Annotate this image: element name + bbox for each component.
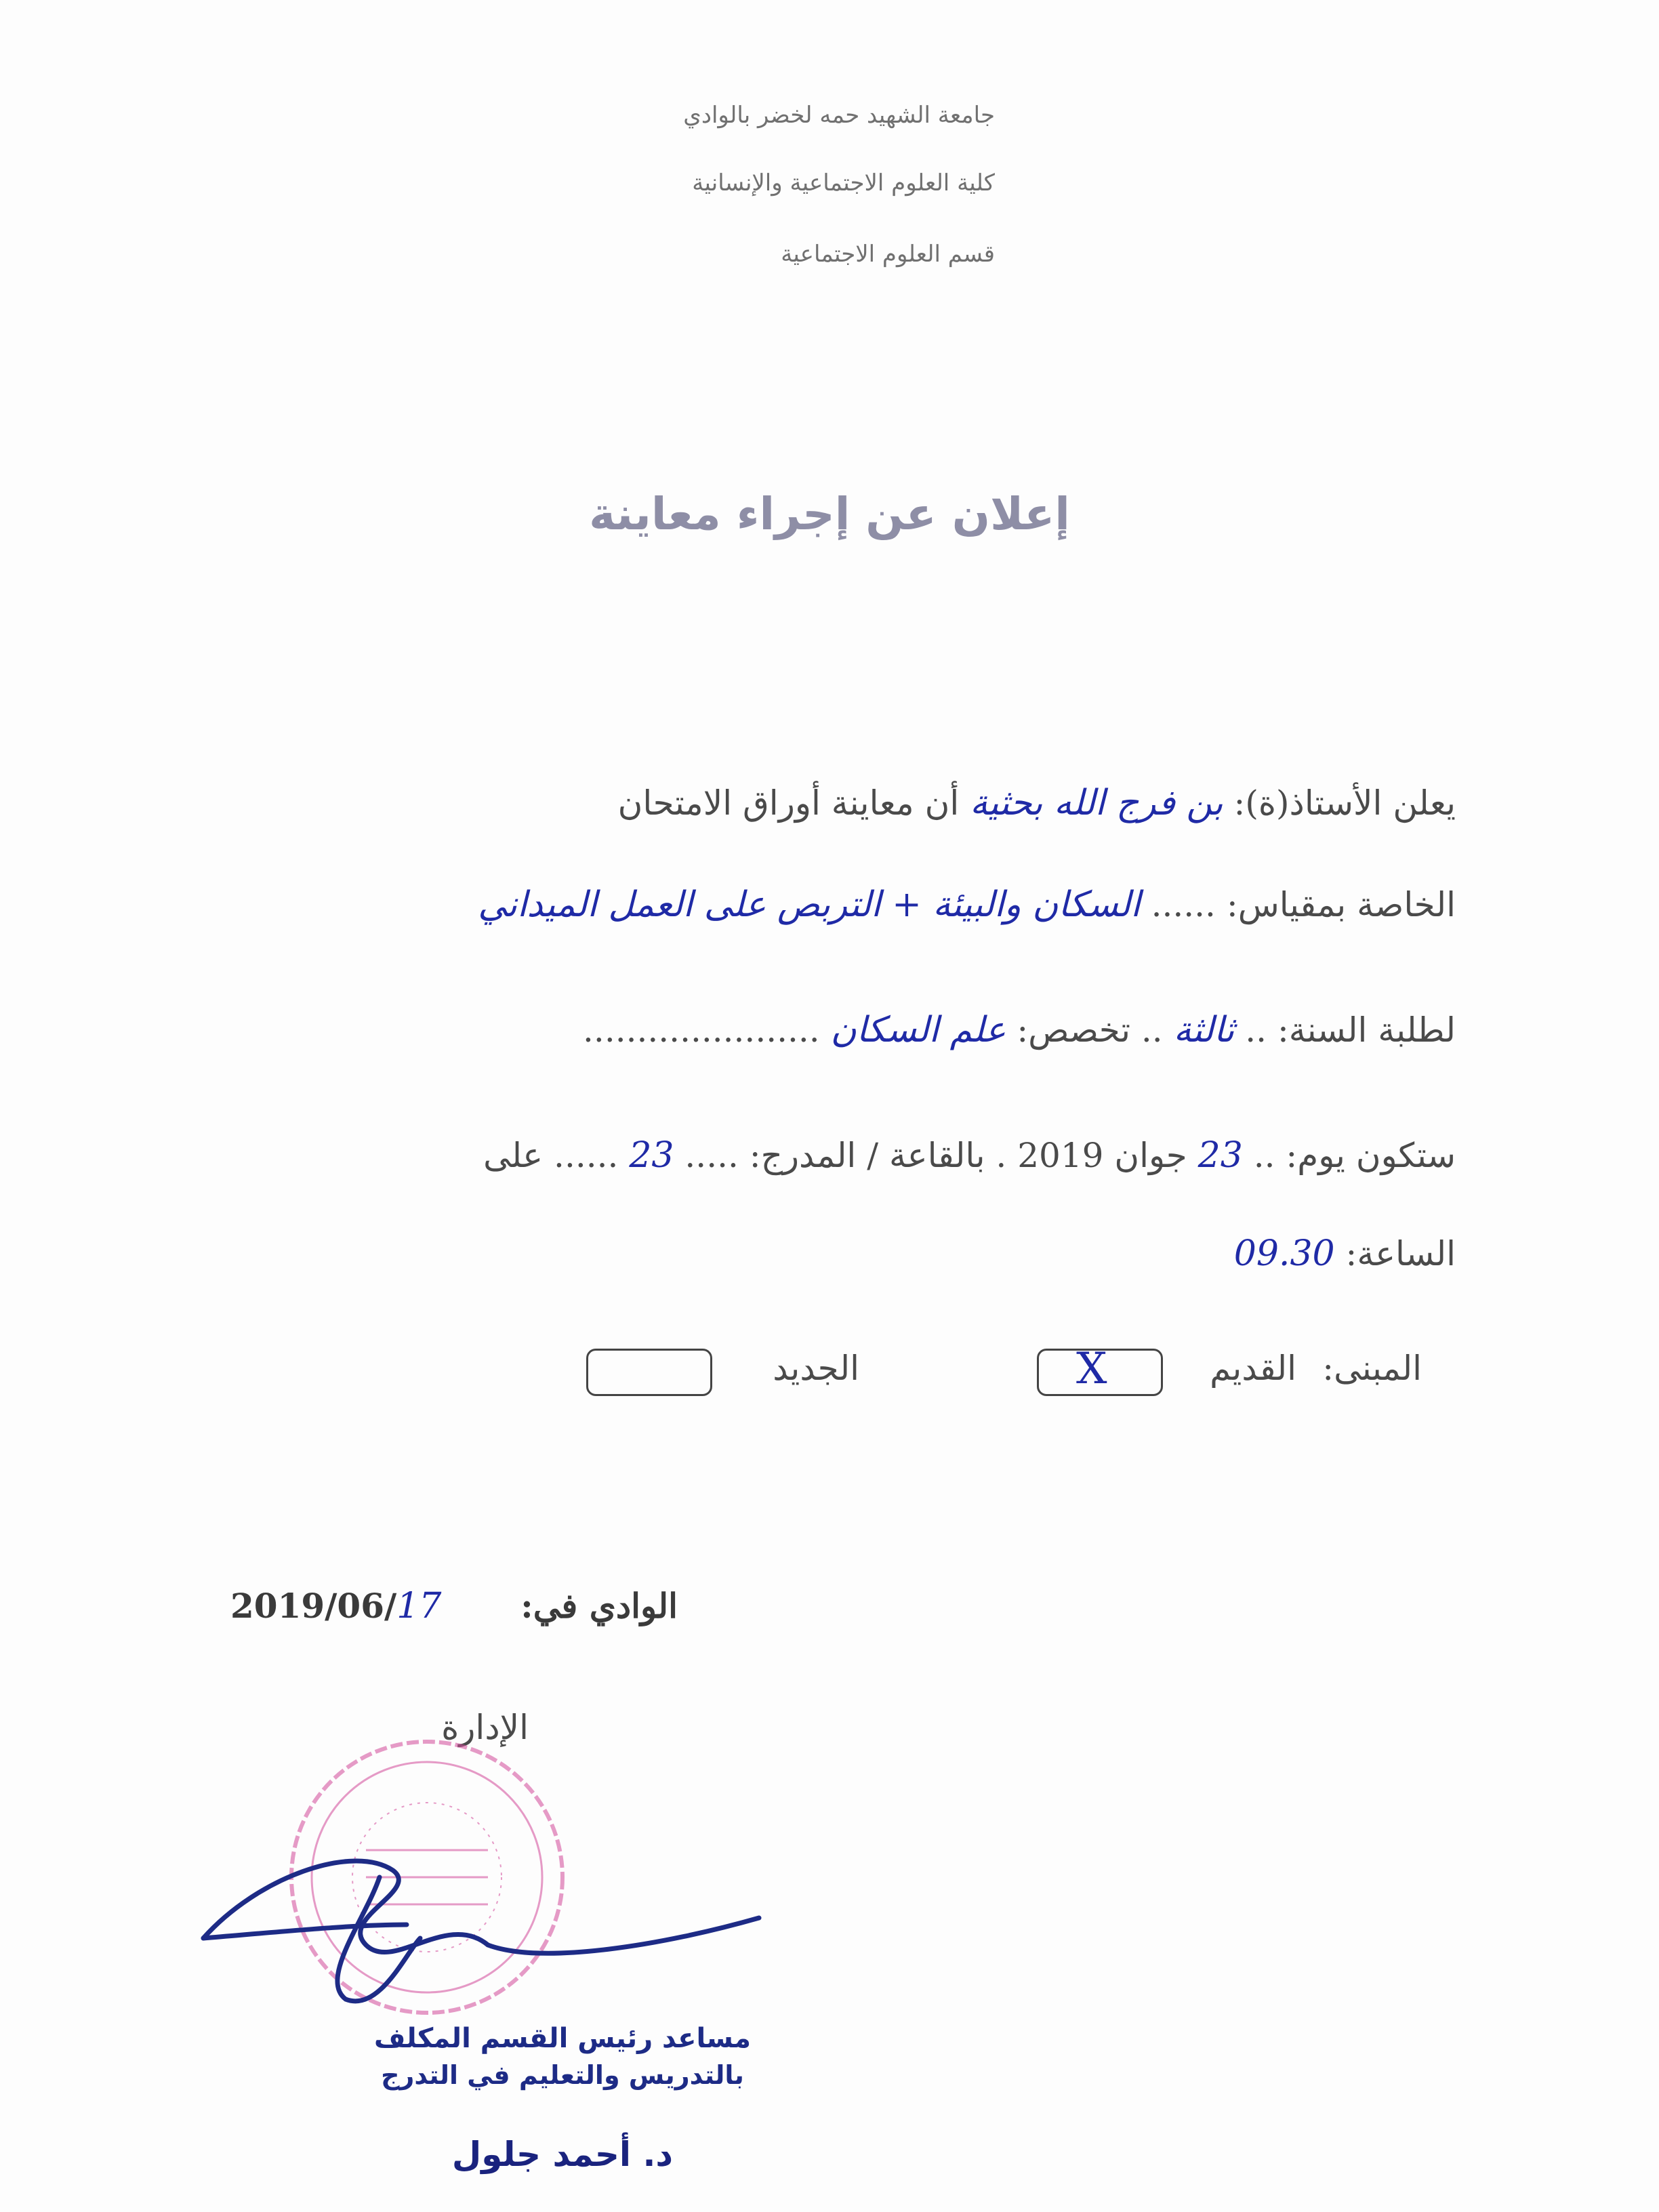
professor-name: بن فرج الله بحثية: [970, 783, 1223, 823]
page-title: إعلان عن إجراء معاينة: [589, 488, 1070, 540]
dots: ..: [1245, 1010, 1267, 1050]
time-label: الساعة:: [1345, 1234, 1456, 1273]
department-name: قسم العلوم الاجتماعية: [781, 241, 995, 268]
dots: .....: [684, 1136, 739, 1175]
day-label: ستكون يوم:: [1286, 1136, 1456, 1175]
signer-title-2: بالتدريس والتعليم في التدرج: [381, 2060, 744, 2090]
dots: ......: [554, 1136, 619, 1175]
module-name: السكان والبيئة + التربص على العمل الميداني: [478, 884, 1141, 925]
dots: ..: [1141, 1010, 1163, 1050]
specialty-value: علم السكان: [830, 1010, 1006, 1050]
professor-label: يعلن الأستاذ(ة):: [1233, 783, 1456, 823]
building-label: المبنى:: [1322, 1349, 1422, 1388]
line4-suffix: على: [483, 1136, 544, 1175]
hall-value: 23: [629, 1135, 674, 1176]
stamp-seal: [291, 1742, 562, 2013]
hall-label: . بالقاعة / المدرج:: [749, 1136, 1007, 1175]
signer-name: د. أحمد جلول: [451, 2135, 674, 2174]
admin-label: الإدارة: [441, 1708, 529, 1747]
dots: ......................: [583, 1010, 820, 1050]
place-label: الوادي في:: [520, 1586, 678, 1626]
month-year: جوان 2019: [1017, 1136, 1187, 1175]
year-value: ثالثة: [1173, 1010, 1235, 1050]
date-day: 17: [396, 1586, 442, 1626]
specialty-label: تخصص:: [1017, 1010, 1130, 1050]
faculty-name: كلية العلوم الاجتماعية والإنسانية: [692, 169, 995, 197]
dots: ......: [1151, 885, 1216, 924]
year-label: لطلبة السنة:: [1277, 1010, 1456, 1050]
building-old-label: القديم: [1210, 1349, 1296, 1388]
building-new-label: الجديد: [773, 1349, 859, 1388]
line1-suffix: أن معاينة أوراق الامتحان: [617, 783, 960, 823]
check-mark: X: [1076, 1344, 1107, 1394]
university-name: جامعة الشهيد حمه لخضر بالوادي: [683, 102, 995, 129]
dots: ..: [1253, 1136, 1275, 1175]
handwritten-signature: [203, 1861, 759, 2001]
time-value: 09.30: [1233, 1233, 1335, 1274]
module-label: الخاصة بمقياس:: [1226, 885, 1456, 924]
date-year-month: 2019/06/: [230, 1586, 397, 1626]
signer-title-1: مساعد رئيس القسم المكلف: [374, 2023, 751, 2054]
day-value: 23: [1197, 1135, 1243, 1176]
